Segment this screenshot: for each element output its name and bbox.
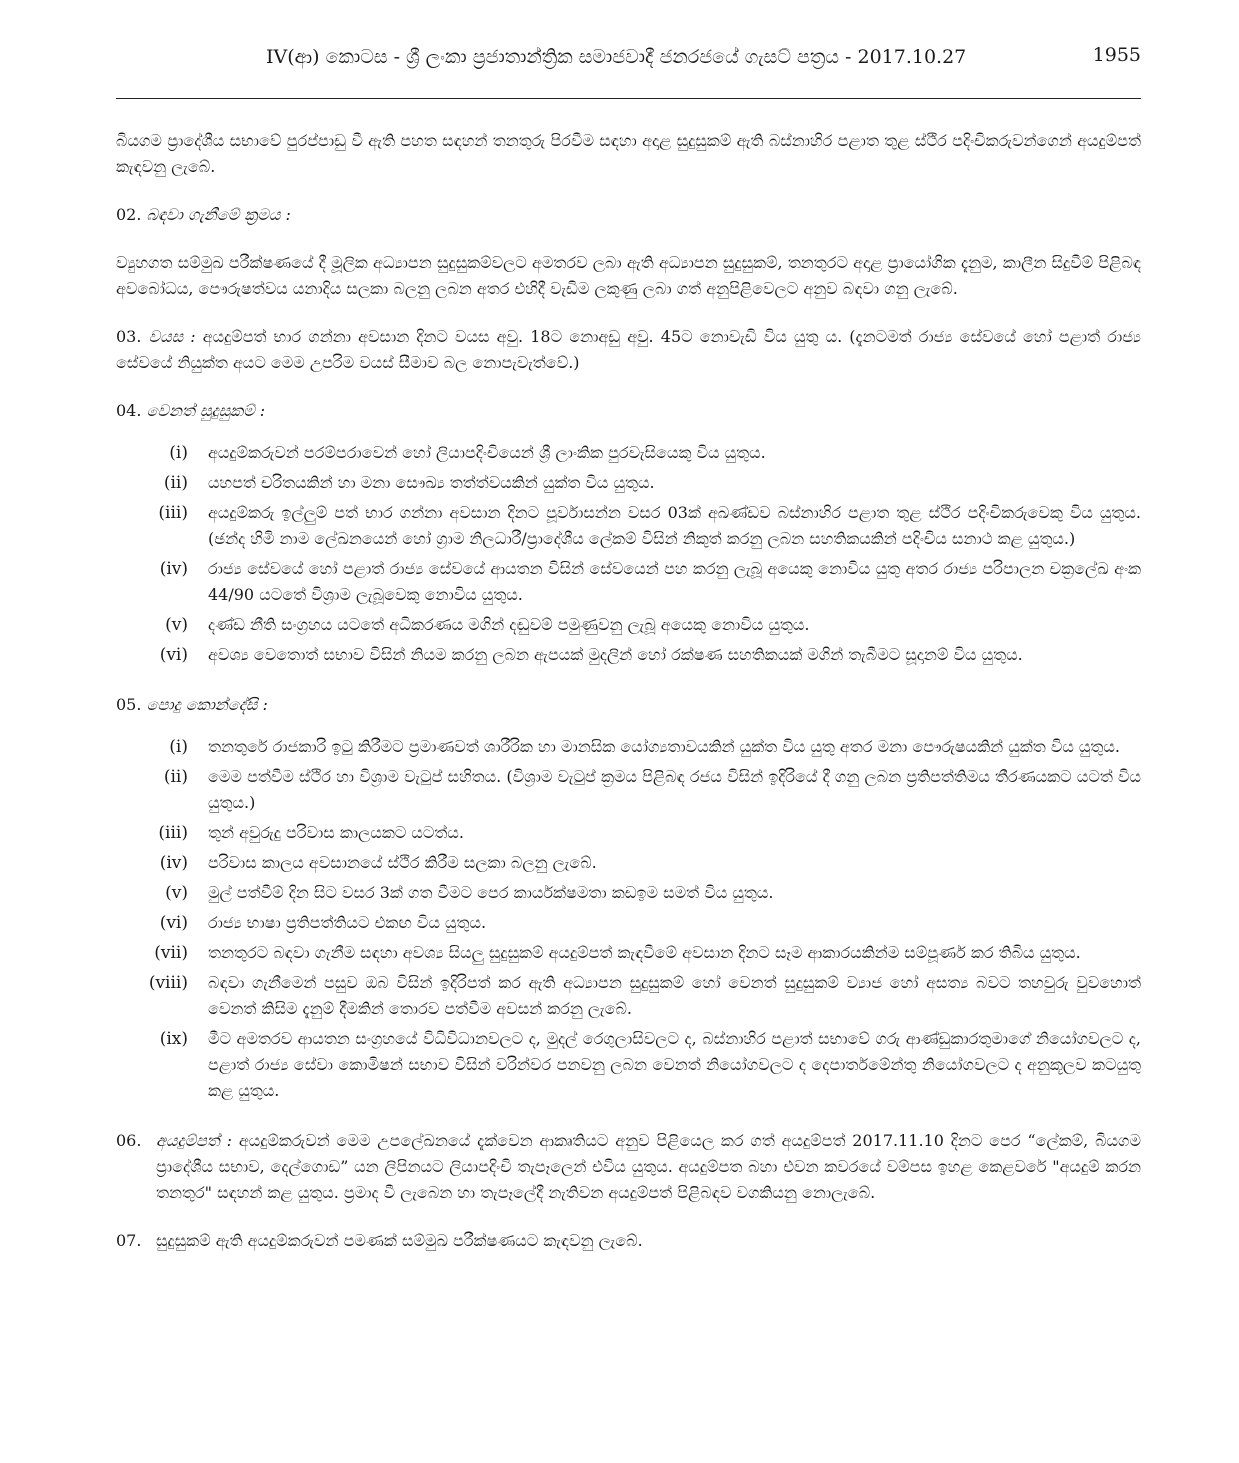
list-item [116,910,1141,936]
section-title: බඳවා ගැනීමේ ක්‍රමය : [146,205,291,224]
item-text: තනතුරට බඳවා ගැනීම සඳහා අවශ්‍ය සියලු සුදුසුකම් අයදුම්පත් කැඳවීමේ අවසාන දිනට සෑම ආකාරයකින්ම සම්පූර්ණ කර තිබිය යුතුය. [208,943,1081,962]
item-text: මීට අමතරව ආයතන සංග්‍රහයේ විධිවිධානවලට ද, මුදල් රෙගුලාසිවලට ද, බස්නාහිර පළාත් සභාවේ ගරු ආණ්ඩුකාරතුමාගේ නියෝගවලට ද, පළාත් රාජ්‍ය සේවා කොමිෂන් සභාව විසින් වරින්වර පනවනු ලබන වෙනත් නියෝගවලට ද දෙපාර්තමේන්තු නියෝගවලට ද අනුකූලව කටයුතු කළ යුතුය. [208,1029,1141,1100]
section-title: අයදුම්පත් : [156,1131,233,1150]
item-number: (viii) [148,973,188,993]
list-item [116,820,1141,846]
item-number: (v) [165,615,188,635]
section-06 [116,1128,1141,1206]
item-text: පරිවාස කාලය අවසානයේ ස්ථිර කිරීම සලකා බලනු ලැබේ. [208,853,597,872]
section-03-body: අයදුම්පත් භාර ගන්නා අවසාන දිනට වයස අවු. 18ට නොඅඩු අවු. 45ට නොවැඩි විය යුතු ය. (දැනටමත් රාජ්‍ය සේවයේ හෝ පළාත් රාජ්‍ය සේවයේ නියුක්ත අයට මෙම උපරිම වයස් සීමාව බල නොපැවැත්වේ.) [116,327,1141,372]
section-07-body: සුදුසුකම් ඇති අයදුම්කරුවන් පමණක් සම්මුඛ පරීක්ෂණයට කැඳවනු ලැබේ. [156,1231,643,1250]
section-05-heading [116,692,1141,718]
section-title: පොදු කොන්දේසි : [146,695,268,714]
list-item [116,940,1141,966]
list-item [116,764,1141,816]
item-number: (iii) [158,823,188,843]
section-number: 04. [116,401,142,420]
item-number: (v) [165,883,188,903]
list-item [116,470,1141,496]
section-03 [116,324,1141,376]
list-item [116,970,1141,1022]
item-text: තනතුරේ රාජකාරි ඉටු කිරීමට ප්‍රමාණවත් ශාරීරික හා මානසික යෝග්‍යතාවයකින් යුක්ත විය යුතු අතර මනා පෞරුෂයකින් යුක්ත විය යුතුය. [208,737,1121,756]
item-number: (iv) [159,853,188,873]
section-number: 05. [116,695,142,714]
item-number: (i) [169,737,188,757]
item-number: (vii) [154,943,188,963]
item-text: රාජ්‍ය සේවයේ හෝ පළාත් රාජ්‍ය සේවයේ ආයතන විසින් සේවයෙන් පහ කරනු ලැබූ අයෙකු නොවිය යුතු අතර රාජ්‍ය පරිපාලන චක්‍රලේඛ අංක 44/90 යටතේ විශ්‍රාම ලැබූවෙකු නොවිය යුතුය. [208,559,1141,604]
item-text: තුන් අවුරුදු පරිවාස කාලයකට යටත්ය. [208,823,464,842]
section-title: වෙනත් සුදුසුකම් : [146,401,266,420]
section-title: වයස : [148,327,196,346]
item-number: (ii) [163,767,188,787]
item-text: බඳවා ගැනීමෙන් පසුව ඔබ විසින් ඉදිරිපත් කර ඇති අධ්‍යාපන සුදුසුකම් හෝ වෙනත් සුදුසුකම් ව්‍යාජ හෝ අසත්‍ය බවට තහවුරු වුවහොත් වෙනත් කිසිම දැනුම් දීමකින් තොරව පත්වීම අවසන් කරනු ලැබේ. [208,973,1141,1018]
section-number: 06. [116,1131,142,1150]
gazette-body [116,128,1141,1276]
list-item [116,1026,1141,1104]
item-number: (ii) [163,473,188,493]
intro-paragraph: බියගම ප්‍රාදේශීය සභාවේ පුරප්පාඩු වී ඇති පහත සඳහන් තනතුරු පිරවීම සඳහා අදාළ සුදුසුකම් ඇති බස්නාහිර පළාත තුළ ස්ථිර පදිංචිකරුවන්ගෙන් අයදුම්පත් කැඳවනු ලැබේ. [116,131,1141,176]
section-number: 02. [116,205,142,224]
list-item [116,734,1141,760]
list-item [116,850,1141,876]
item-number: (iv) [159,559,188,579]
list-item [116,880,1141,906]
item-text: අයදුම්කරු ඉල්ලුම් පත් භාර ගන්නා අවසාන දිනට පූර්වාසන්න වසර 03ක් අඛණ්ඩව බස්නාහිර පළාත තුළ ස්ථිර පදිංචිකරුවෙකු විය යුතුය. (ඡන්ද හිමි නාම ලේඛනයෙන් හෝ ග්‍රාම නිලධාරී/ප්‍රාදේශීය ලේකම් විසින් නිකුත් කරනු ලබන සහතිකයකින් පදිංචිය සනාථ කළ යුතුය.) [208,503,1141,548]
section-02-body: ව්‍යුහගත සම්මුඛ පරීක්ෂණයේ දී මූලික අධ්‍යාපන සුදුසුකම්වලට අමතරව ලබා ඇති අධ්‍යාපන සුදුසුකම්, තනතුරට අදාළ ප්‍රායෝගික දැනුම, කාලීන සිදුවීම් පිළිබඳ අවබෝධය, පෞරුෂත්වය යනාදිය සලකා බලනු ලබන අතර එහිදී වැඩිම ලකුණු ලබා ගත් අනුපිළිවෙලට අනුව බඳවා ගනු ලැබේ. [116,253,1141,298]
list-item [116,500,1141,552]
item-text: මුල් පත්වීම් දින සිට වසර 3ක් ගත වීමට පෙර කාර්යක්ෂමතා කඩඉම සමත් විය යුතුය. [208,883,774,902]
section-05-list [116,734,1141,1104]
section-07 [116,1228,1141,1254]
item-text: රාජ්‍ය භාෂා ප්‍රතිපත්තියට එකඟ විය යුතුය. [208,913,487,932]
list-item [116,556,1141,608]
section-04-heading [116,398,1141,424]
item-number: (vi) [159,645,188,665]
item-number: (i) [169,443,188,463]
list-item [116,440,1141,466]
section-02-heading [116,202,1141,228]
page-header [116,40,1141,99]
item-text: අවශ්‍ය වෙතොත් සභාව විසින් නියම කරනු ලබන ඇපයක් මුදලින් හෝ රක්ෂණ සහතිකයක් මගින් තැබීමට සූදානම් විය යුතුය. [208,645,1023,664]
page-number: 1955 [1092,44,1141,66]
item-text: දණ්ඩ නීති සංග්‍රහය යටතේ අධිකරණය මගින් දඬුවම් පමුණුවනු ලැබූ අයෙකු නොවිය යුතුය. [208,615,810,634]
section-04-list [116,440,1141,668]
gazette-header-title: IV(ආ) කොටස - ශ්‍රී ලංකා ප්‍රජාතාන්ත්‍රික සමාජවාදී ජනරජයේ ගැසට් පත්‍රය - 2017.10.27 [266,46,967,68]
item-number: (iii) [158,503,188,523]
item-text: මෙම පත්වීම ස්ථිර හා විශ්‍රාම වැටුප් සහිතය. (විශ්‍රාම වැටුප් ක්‍රමය පිළිබඳ රජය විසින් ඉදිරියේ දී ගනු ලබන ප්‍රතිපත්තිමය තීරණයකට යටත් විය යුතුය.) [208,767,1141,812]
section-number: 03. [116,327,142,346]
item-text: අයදුම්කරුවන් පරම්පරාවෙන් හෝ ලියාපදිංචියෙන් ශ්‍රී ලාංකික පුරවැසියෙකු විය යුතුය. [208,443,766,462]
section-number: 07. [116,1231,142,1250]
section-06-body: අයදුම්කරුවන් මෙම උපලේඛනයේ දැක්වෙන ආකෘතියට අනුව පිළියෙල කර ගත් අයදුම්පත් 2017.11.10 දිනට පෙර “ලේකම්, බියගම ප්‍රාදේශීය සභාව, දෙල්ගොඩ” යන ලිපිනයට ලියාපදිංචි තැපෑලෙන් එවිය යුතුය. අයදුම්පත බහා එවන කවරයේ වම්පස ඉහළ කෙළවරේ "අයදුම් කරන තනතුර" සඳහන් කළ යුතුය. ප්‍රමාද වී ලැබෙන හා තැපෑලේදී නැතිවන අයදුම්පත් පිළිබඳව වගකියනු නොලැබේ. [156,1131,1141,1202]
list-item [116,612,1141,638]
list-item [116,642,1141,668]
item-number: (vi) [159,913,188,933]
item-number: (ix) [159,1029,188,1049]
item-text: යහපත් චරිතයකින් හා මනා සෞඛ්‍ය තත්ත්වයකින් යුක්ත විය යුතුය. [208,473,655,492]
